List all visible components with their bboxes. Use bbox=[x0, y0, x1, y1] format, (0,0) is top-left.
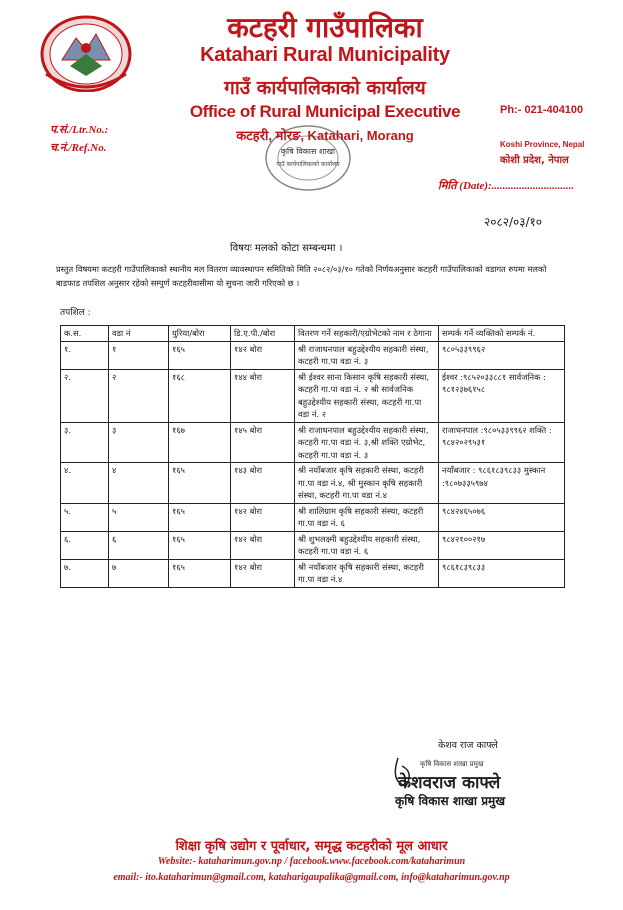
cell-sn: ५. bbox=[61, 503, 109, 531]
cell-contact: ९८०५३३९९६२ bbox=[439, 341, 565, 369]
letter-date: २०८२/०३/१० bbox=[484, 215, 543, 229]
cell-sn: ६. bbox=[61, 531, 109, 559]
cell-contact: ९८४२१००२१७ bbox=[439, 531, 565, 559]
table-header-row bbox=[61, 326, 565, 342]
cell-dap: १४२ बोरा bbox=[231, 531, 295, 559]
table-row bbox=[61, 559, 565, 587]
letter-subject: विषयः मलको कोटा सम्बन्धमा । bbox=[230, 243, 343, 254]
header-sn: क.स. bbox=[61, 326, 109, 342]
cell-sn: ७. bbox=[61, 559, 109, 587]
cell-urea: १६८ bbox=[169, 369, 231, 422]
table-row bbox=[61, 341, 565, 369]
svg-text:केशवराज काफ्ले: केशवराज काफ्ले bbox=[398, 773, 501, 793]
phone-number: Ph:- 021-404100 bbox=[500, 104, 584, 116]
cell-dap: १४४ बोरा bbox=[231, 369, 295, 422]
cell-ward: ७ bbox=[109, 559, 169, 587]
date-label: मिति (Date):.............................. bbox=[438, 180, 575, 192]
reference-number-label: च.नं./Ref.No. bbox=[50, 142, 107, 154]
letter-body: प्रस्तुत विषयमा कटहरी गाउँपालिकाको स्थानीय मल वितरण व्यावस्थापन समितिको मिति २०८२/०३/१० गतेको निर्णयअनुसार कटहरी गाउँपालिकाको वडागत रुपमा मलको बाडफाड तपशिल अनुसार रहेको सम्पुर्ण कटहरीवासीमा यो सुचना जारी गरिएको छ । bbox=[56, 264, 547, 288]
cell-sn: २. bbox=[61, 369, 109, 422]
cell-distributor: श्री शुभलक्ष्मी बहुउद्देश्यीय सहकारी संस्था, कटहरी गा.पा वडा नं. ६ bbox=[295, 531, 439, 559]
table-row bbox=[61, 463, 565, 504]
table-row bbox=[61, 422, 565, 463]
cell-urea: १६५ bbox=[169, 463, 231, 504]
office-name-nepali: गाउँ कार्यपालिकाको कार्यालय bbox=[224, 77, 426, 99]
header-urea: युरिया/बोरा bbox=[169, 326, 231, 342]
header-dap: डि.ए.पी./बोरा bbox=[231, 326, 295, 342]
cell-distributor: श्री शालिग्राम कृषि सहकारी संस्था, कटहरी गा.पा वडा नं. ६ bbox=[295, 503, 439, 531]
svg-text:गाउँ कार्यपालिकाको कार्यालय: गाउँ कार्यपालिकाको कार्यालय bbox=[276, 161, 340, 168]
cell-urea: १६५ bbox=[169, 341, 231, 369]
header-ward: वडा नं bbox=[109, 326, 169, 342]
cell-dap: १४२ बोरा bbox=[231, 559, 295, 587]
cell-contact: ९८६१८३९८३३ bbox=[439, 559, 565, 587]
municipality-name-english: Katahari Rural Municipality bbox=[200, 44, 450, 66]
cell-sn: १. bbox=[61, 341, 109, 369]
province-nepali: कोशी प्रदेश, नेपाल bbox=[500, 155, 569, 166]
table-row bbox=[61, 503, 565, 531]
table-row bbox=[61, 369, 565, 422]
nepal-emblem-logo bbox=[40, 14, 132, 92]
cell-ward: ४ bbox=[109, 463, 169, 504]
cell-contact: नयाँबजार : ९८६१८३९८३३ मुस्कान :९८०७३३५९७४ bbox=[439, 463, 565, 504]
cell-urea: १६७ bbox=[169, 422, 231, 463]
cell-distributor: श्री नयाँबजार कृषि सहकारी संस्था, कटहरी गा.पा वडा नं.४ bbox=[295, 559, 439, 587]
cell-ward: ६ bbox=[109, 531, 169, 559]
footer-email: email:- ito.kataharimun@gmail.com, kataharigaupalika@gmail.com, info@kataharimun.gov.np bbox=[113, 872, 510, 883]
cell-contact: ९८४२४६५०७६ bbox=[439, 503, 565, 531]
office-address: कटहरी, मोरङ, Katahari, Morang bbox=[236, 128, 414, 143]
signatory-title: कृषि विकास शाखा प्रमुख bbox=[395, 794, 506, 808]
table-row bbox=[61, 531, 565, 559]
letter-number-label: प.सं./Ltr.No.: bbox=[50, 124, 109, 136]
cell-sn: ३. bbox=[61, 422, 109, 463]
cell-dap: १४३ बोरा bbox=[231, 463, 295, 504]
cell-distributor: श्री राजाधनपाल बहुउद्देश्यीय सहकारी संस्था, कटहरी गा.पा वडा नं. ३ bbox=[295, 341, 439, 369]
svg-text:कृषि विकास शाखा: कृषि विकास शाखा bbox=[280, 147, 336, 156]
municipality-name-nepali: कटहरी गाउँपालिका bbox=[227, 11, 423, 44]
svg-text:कृषि विकास शाखा प्रमुख: कृषि विकास शाखा प्रमुख bbox=[420, 760, 484, 768]
cell-urea: १६५ bbox=[169, 503, 231, 531]
cell-urea: १६५ bbox=[169, 559, 231, 587]
cell-ward: ५ bbox=[109, 503, 169, 531]
header-contact: सम्पर्क गर्ने व्यक्तिको सम्पर्क नं. bbox=[439, 326, 565, 342]
signatory-name: केशव राज काफ्ले bbox=[438, 740, 498, 751]
cell-dap: १४२ बोरा bbox=[231, 341, 295, 369]
province-english: Koshi Province, Nepal bbox=[500, 140, 585, 149]
cell-dap: १४५ बोरा bbox=[231, 422, 295, 463]
office-name-english: Office of Rural Municipal Executive bbox=[189, 102, 461, 121]
footer-website: Website:- kataharimun.gov.np / facebook.www.facebook.com/kataharimun bbox=[157, 856, 466, 867]
office-stamp bbox=[262, 122, 354, 194]
header-distributor: वितरण गर्ने सहकारी/एग्रोभेटको नाम र ठेगाना bbox=[295, 326, 439, 342]
cell-distributor: श्री नयाँबजार कृषि सहकारी संस्था, कटहरी गा.पा वडा नं.४, श्री मुस्कान कृषि सहकारी संस्था, कटहरी गा.पा वडा नं.४ bbox=[295, 463, 439, 504]
footer-slogan: शिक्षा कृषि उद्योग र पूर्वाधार, समृद्ध कटहरीको मूल आधार bbox=[175, 839, 448, 854]
cell-ward: ३ bbox=[109, 422, 169, 463]
cell-ward: १ bbox=[109, 341, 169, 369]
cell-distributor: श्री ईश्वर साना किसान कृषि सहकारी संस्था, कटहरी गा.पा वडा नं. २ श्री सार्वजनिक बहुउद्देश्यीय सहकारी संस्था, कटहरी गा.पा वडा नं. २ bbox=[295, 369, 439, 422]
cell-ward: २ bbox=[109, 369, 169, 422]
cell-contact: ईश्वर :९८५२०३३८८१ सार्वजनिक : ९८१२३७६१५८ bbox=[439, 369, 565, 422]
details-label: तपशिल : bbox=[60, 308, 91, 318]
cell-distributor: श्री राजाधनपाल बहुउद्देश्यीय सहकारी संस्था, कटहरी गा.पा वडा नं. ३,श्री शक्ति एग्रोभेट, कटहरी गा.पा वडा नं. ३ bbox=[295, 422, 439, 463]
cell-urea: १६५ bbox=[169, 531, 231, 559]
cell-dap: १४२ बोरा bbox=[231, 503, 295, 531]
fertilizer-quota-table bbox=[60, 325, 565, 588]
cell-sn: ४. bbox=[61, 463, 109, 504]
cell-contact: राजाधनपाल :९८०५३३९९६२ शक्ति : ९८४२०२९५३१ bbox=[439, 422, 565, 463]
